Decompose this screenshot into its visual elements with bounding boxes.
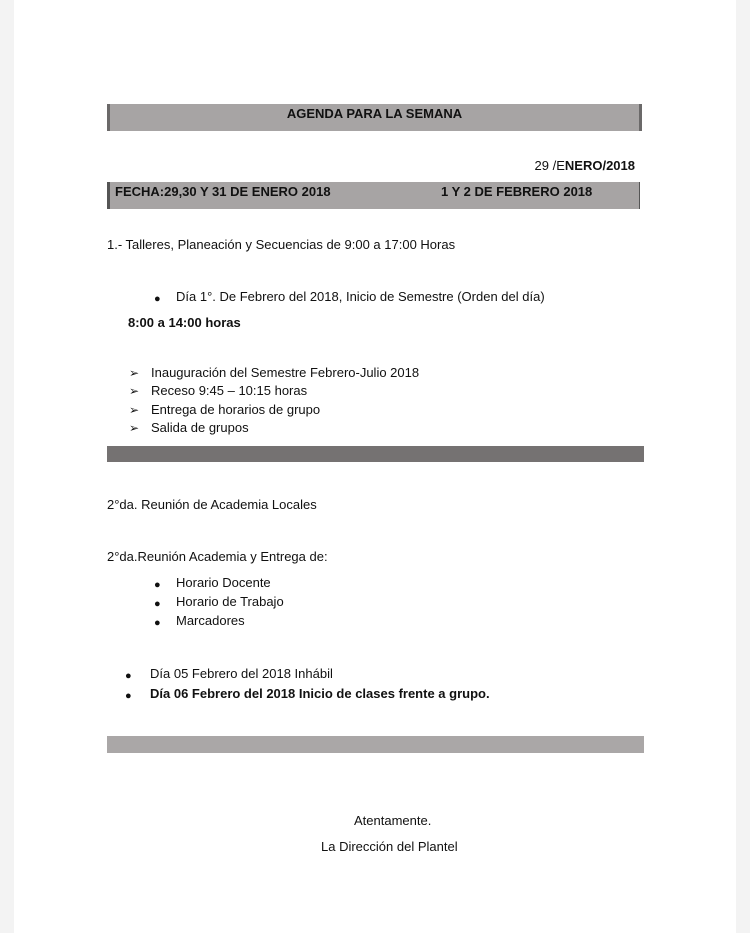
- day1-bullet-text: Día 1°. De Febrero del 2018, Inicio de Semestre (Orden del día): [176, 289, 545, 304]
- arrow-icon: ➢: [129, 384, 140, 398]
- fecha-right: 1 Y 2 DE FEBRERO 2018: [441, 184, 593, 199]
- section-divider-dark: [107, 446, 644, 462]
- arrow-item: Salida de grupos: [151, 420, 249, 435]
- closing-direccion: La Dirección del Plantel: [321, 839, 458, 854]
- document-page: [14, 0, 736, 933]
- bullet-marker: ●: [154, 579, 161, 591]
- agenda-title: AGENDA PARA LA SEMANA: [286, 106, 463, 121]
- agenda-header-bar: [107, 104, 642, 131]
- day-item-inhabil: Día 05 Febrero del 2018 Inhábil: [150, 666, 333, 681]
- arrow-item: Entrega de horarios de grupo: [151, 402, 321, 417]
- reunion-entrega: 2°da.Reunión Academia y Entrega de:: [107, 549, 328, 564]
- arrow-icon: ➢: [129, 403, 140, 417]
- reunion-locales: 2°da. Reunión de Academia Locales: [107, 497, 317, 512]
- entrega-item: Marcadores: [176, 613, 245, 628]
- arrow-icon: ➢: [129, 366, 140, 380]
- fecha-bar: [107, 182, 640, 209]
- entrega-item: Horario de Trabajo: [176, 594, 284, 609]
- date-bold: NERO/2018: [564, 158, 635, 173]
- section-divider-light: [107, 736, 644, 753]
- arrow-item: Receso 9:45 – 10:15 horas: [151, 383, 308, 398]
- date-prefix: 29 /E: [534, 158, 565, 173]
- arrow-item: Inauguración del Semestre Febrero-Julio 2018: [151, 365, 420, 380]
- fecha-left: FECHA:29,30 Y 31 DE ENERO 2018: [115, 184, 331, 199]
- bullet-marker: ●: [154, 293, 161, 305]
- day-item-inicio-clases: Día 06 Febrero del 2018 Inicio de clases frente a grupo.: [150, 686, 490, 701]
- item-1-talleres: 1.- Talleres, Planeación y Secuencias de 9:00 a 17:00 Horas: [107, 237, 456, 252]
- arrow-icon: ➢: [129, 421, 140, 435]
- document-date: [470, 158, 635, 173]
- closing-atentamente: Atentamente.: [354, 813, 432, 828]
- bullet-marker: ●: [125, 670, 132, 682]
- entrega-item: Horario Docente: [176, 575, 271, 590]
- bullet-marker: ●: [154, 598, 161, 610]
- bullet-marker: ●: [154, 617, 161, 629]
- bullet-marker: ●: [125, 690, 132, 702]
- day1-hours: 8:00 a 14:00 horas: [128, 315, 241, 330]
